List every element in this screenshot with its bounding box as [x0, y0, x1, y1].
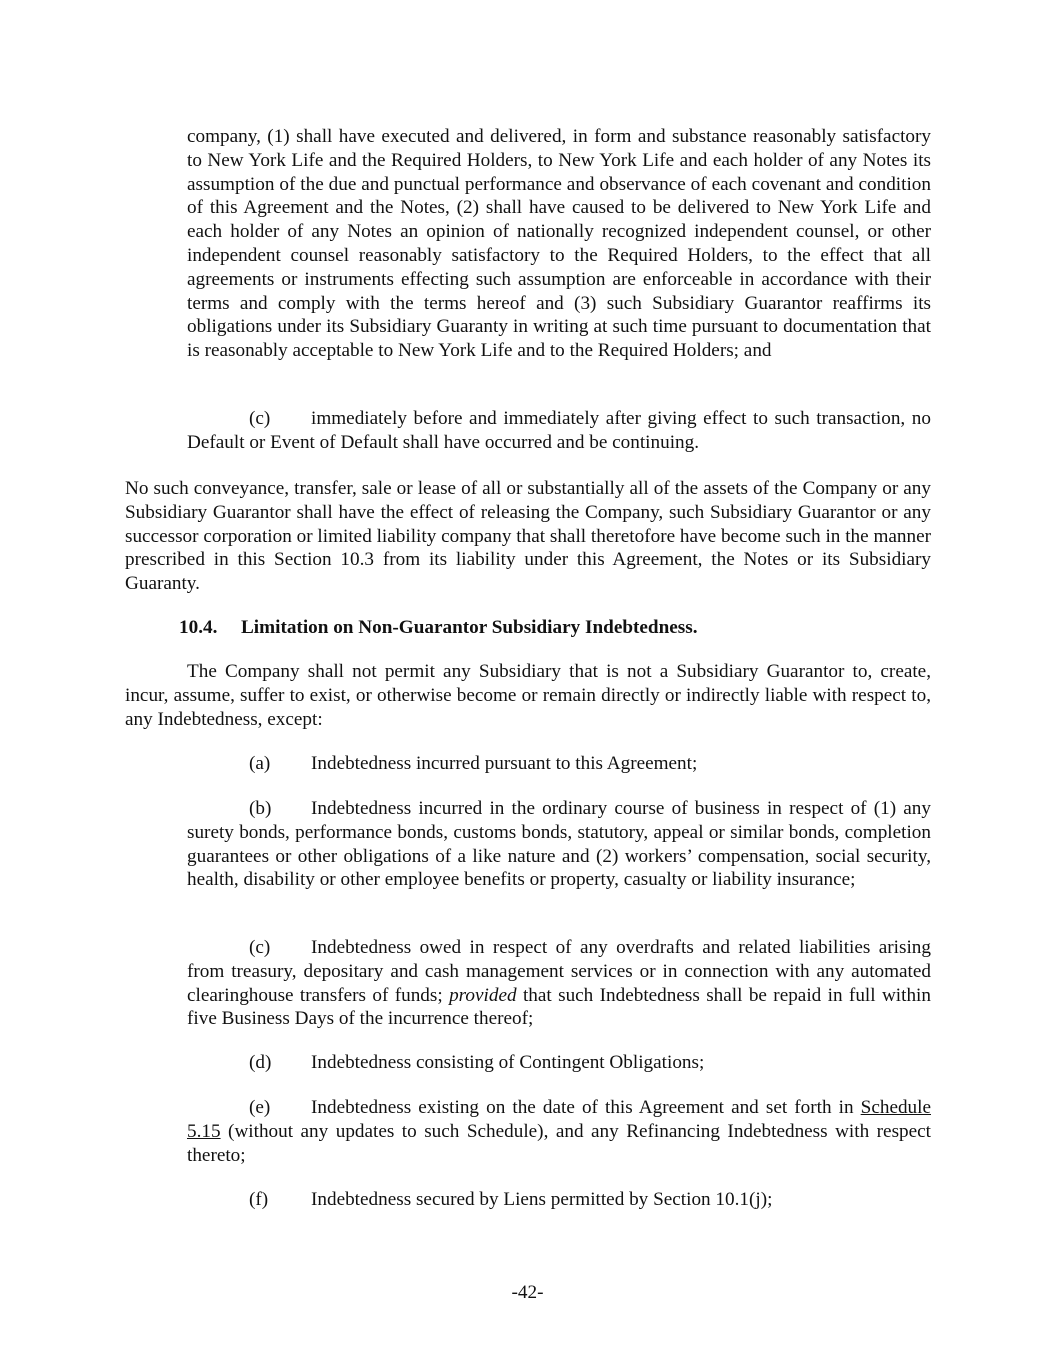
item-d [249, 1051, 704, 1075]
item-b-text: Indebtedness incurred in the ordinary course of business in respect of (1) any surety bonds, performance bonds, customs bonds, statutory, appeal or similar bonds, completion guarantees or other obligations of a like nature and (2) workers’ compensation, social security, health, disability or other employee benefits or property, casualty or liability insurance; [187, 798, 931, 891]
item-a-text: Indebtedness incurred pursuant to this Agreement; [311, 753, 698, 774]
paragraph-continuation: company, (1) shall have executed and delivered, in form and substance reasonably satisfactory to New York Life and the Required Holders, to New York Life and each holder of any Notes its assumption of the due and punctual performance and observance of each covenant and condition of this Agreement and the Notes, (2) shall have caused to be delivered to New York Life and each holder of any Notes an opinion of nationally recognized independent counsel, or other independent counsel reasonably satisfactory to the Required Holders, to the effect that all agreements or instruments effecting such assumption are enforceable in accordance with their terms and comply with the terms hereof and (3) such Subsidiary Guarantor reaffirms its obligations under its Subsidiary Guaranty in writing at such time pursuant to documentation that is reasonably acceptable to New York Life and to the Required Holders; and [187, 126, 931, 362]
section-number: 10.4. [179, 617, 218, 638]
paragraph-no-such-conveyance: No such conveyance, transfer, sale or lease of all or substantially all of the assets of the Company or any Subsidiary Guarantor shall have the effect of releasing the Company, such Subsidiary Guarantor or any successor corporation or limited liability company that shall theretofore have become such in the manner prescribed in this Section 10.3 from its liability under this Agreement, the Notes or its Subsidiary Guaranty. [125, 478, 931, 595]
section-intro: The Company shall not permit any Subsidiary that is not a Subsidiary Guarantor to, create, incur, assume, suffer to exist, or otherwise become or remain directly or indirectly liable with respect to, any Indebtedness, except: [125, 661, 931, 730]
item-e [187, 1096, 931, 1167]
clause-text: immediately before and immediately after giving effect to such transaction, no Default or Event of Default shall have occurred and be continuing. [187, 408, 931, 453]
item-b-label: (b) [249, 798, 272, 819]
item-f-label: (f) [249, 1189, 269, 1210]
item-a-label: (a) [249, 753, 271, 774]
item-e-text-before: Indebtedness existing on the date of this Agreement and set forth in [311, 1097, 861, 1118]
item-b [187, 797, 931, 892]
clause-label: (c) [249, 408, 271, 429]
section-title: Limitation on Non-Guarantor Subsidiary Indebtedness. [241, 617, 698, 638]
item-c-text-before: Indebtedness owed in respect of any overdrafts and related liabilities arising from treasury, depositary and cash management services or in connection with any automated clearinghouse transfers of funds; [187, 937, 931, 1006]
schedule-link: Schedule 5.15 [187, 1097, 931, 1142]
item-c-label: (c) [249, 937, 271, 958]
item-c [187, 936, 931, 1031]
item-a [249, 752, 697, 776]
item-f-text: Indebtedness secured by Liens permitted by Section 10.1(j); [311, 1189, 773, 1210]
item-e-text-after: (without any updates to such Schedule), and any Refinancing Indebtedness with respect thereto; [187, 1120, 931, 1166]
item-f [249, 1188, 772, 1212]
item-c-text-after: that such Indebtedness shall be repaid in full within five Business Days of the incurrence thereof; [187, 984, 931, 1030]
clause-c-prior-section [187, 407, 931, 455]
page-number: -42- [511, 1282, 544, 1303]
item-d-text: Indebtedness consisting of Contingent Obligations; [311, 1052, 705, 1073]
item-d-label: (d) [249, 1052, 272, 1073]
provided-term: provided [449, 984, 517, 1006]
item-e-label: (e) [249, 1097, 271, 1118]
section-heading [179, 616, 698, 640]
